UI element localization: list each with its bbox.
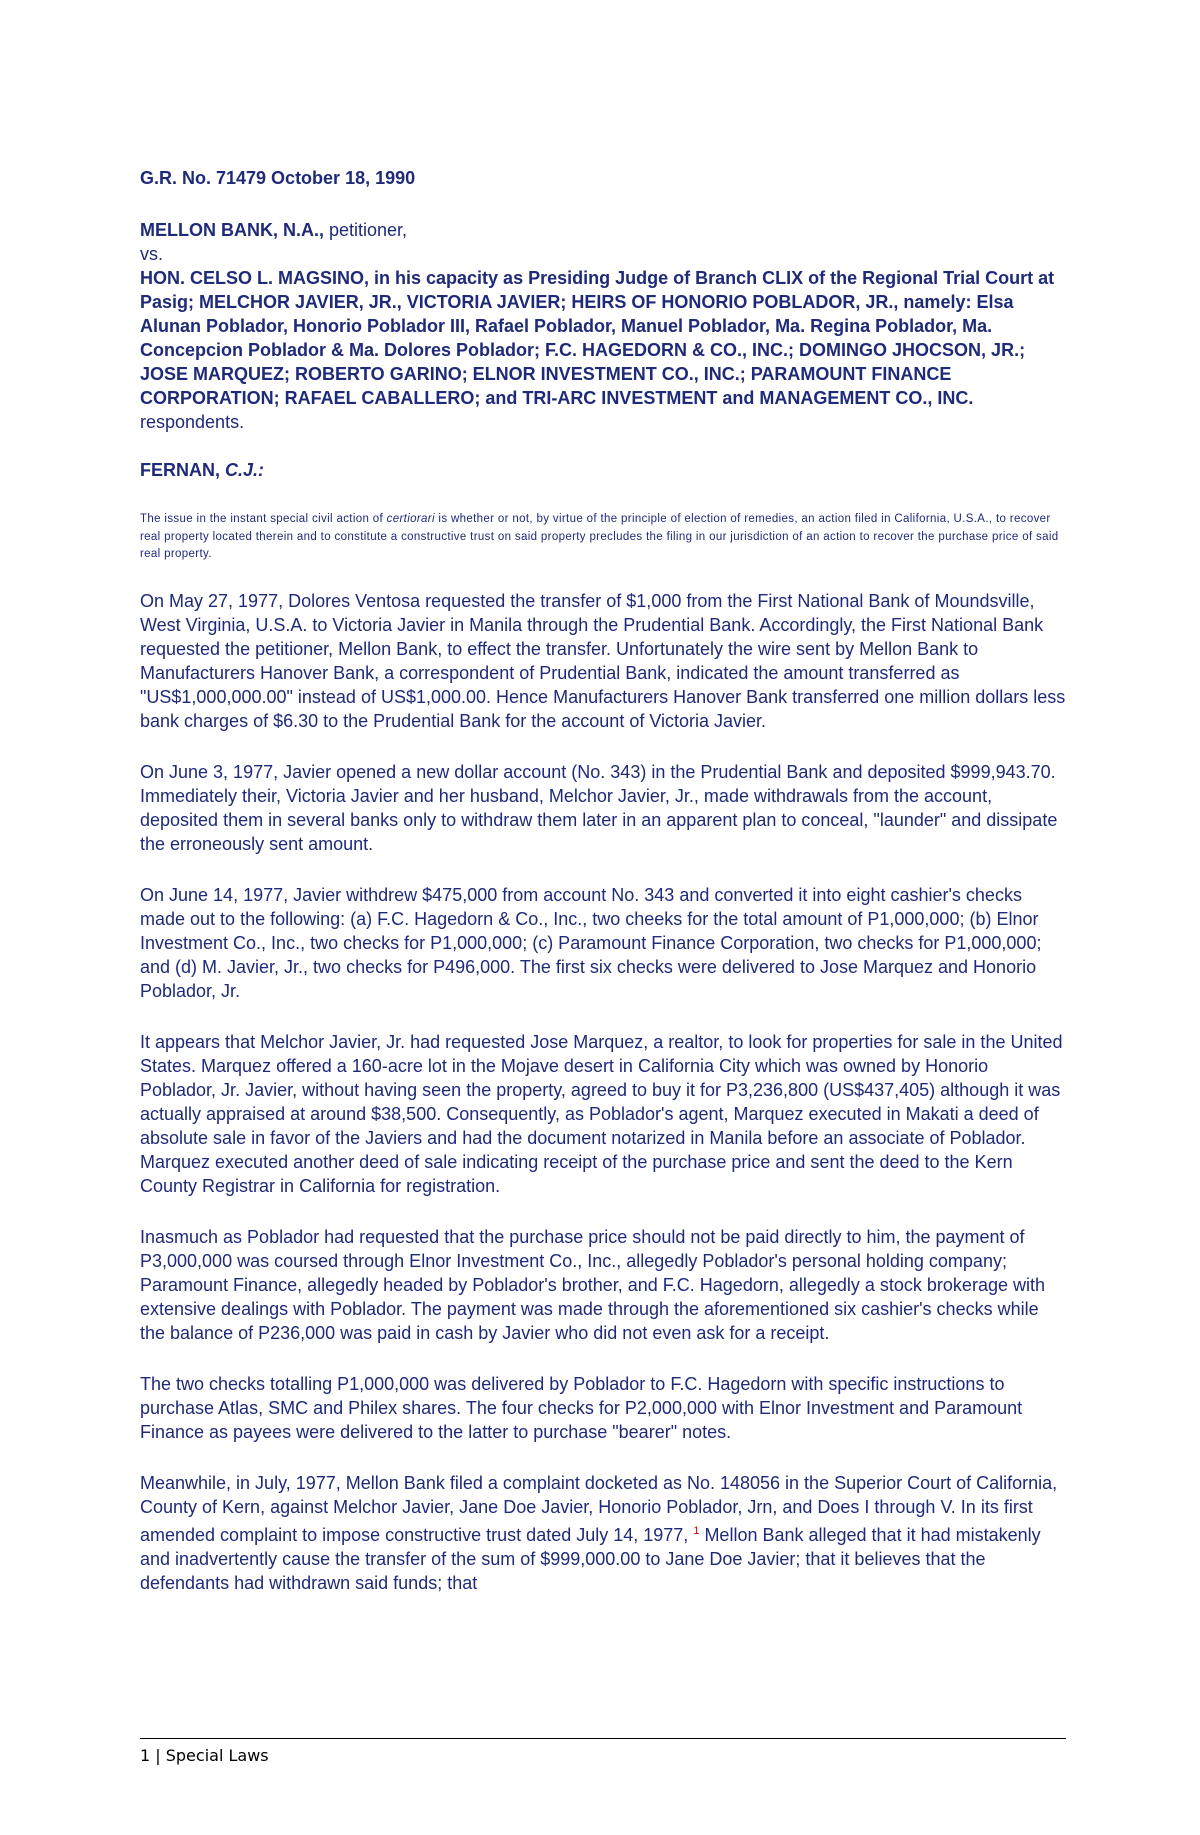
case-parties bbox=[140, 218, 1066, 434]
body-paragraph: Inasmuch as Poblador had requested that the purchase price should not be paid directly to him, the payment of P3,000,000 was coursed through Elnor Investment Co., Inc., allegedly Poblador's personal holding company; Paramount Finance, allegedly headed by Poblador's brother, and F.C. Hagedorn, allegedly a stock brokerage with extensive dealings with Poblador. The payment was made through the aforementioned six cashier's checks while the balance of P236,000 was paid in cash by Javier who did not even ask for a receipt. bbox=[140, 1227, 1045, 1343]
issue-term: certiorari bbox=[386, 513, 435, 525]
ponente bbox=[140, 460, 264, 481]
case-number: G.R. No. 71479 October 18, 1990 bbox=[140, 168, 416, 188]
body-paragraph: It appears that Melchor Javier, Jr. had requested Jose Marquez, a realtor, to look for properties for sale in the United States. Marquez offered a 160-acre lot in the Mojave desert in California City which was owned by Honorio Poblador, Jr. Javier, without having seen the property, agreed to buy it for P3,236,800 (US$437,405) although it was actually appraised at around $38,500. Consequently, as Poblador's agent, Marquez executed in Makati a deed of absolute sale in favor of the Javiers and had the document notarized in Manila before an associate of Poblador. Marquez executed another deed of sale indicating receipt of the purchase price and sent the deed to the Kern County Registrar in California for registration. bbox=[140, 1032, 1063, 1196]
body-paragraph: On June 3, 1977, Javier opened a new dollar account (No. 343) in the Prudential Bank and deposited $999,943.70. Immediately their, Victoria Javier and her husband, Melchor Javier, Jr., made withdrawals from the account, deposited them in several banks only to withdraw them later in an apparent plan to conceal, "launder" and dissipate the erroneously sent amount. bbox=[140, 762, 1058, 854]
last-paragraph-before: Meanwhile, in July, 1977, Mellon Bank filed a complaint docketed as No. 148056 in the Superior Court of California, County of Kern, against Melchor Javier, Jane Doe Javier, Honorio Poblador, Jrn, and Does I through V. In its first amended complaint to impose constructive trust dated July 14, 1977, bbox=[140, 1473, 1058, 1545]
footer-divider bbox=[140, 1738, 1066, 1739]
ponente-title: C.J.: bbox=[225, 460, 265, 480]
issue-text-after: is whether or not, by virtue of the principle of election of remedies, an action filed in California, U.S.A., to recover real property located therein and to constitute a constructive trust on said property precludes the filing in our jurisdiction of an action to recover the purchase price of said real property. bbox=[140, 513, 1059, 560]
document-body bbox=[140, 589, 1066, 1622]
body-paragraph-last bbox=[140, 1471, 1066, 1595]
petitioner-role: petitioner, bbox=[324, 220, 408, 240]
issue-paragraph bbox=[140, 511, 1066, 564]
versus: vs. bbox=[140, 244, 164, 264]
body-paragraph: On June 14, 1977, Javier withdrew $475,000 from account No. 343 and converted it into eight cashier's checks made out to the following: (a) F.C. Hagedorn & Co., Inc., two cheeks for the total amount of P1,000,000; (b) Elnor Investment Co., Inc., two checks for P1,000,000; (c) Paramount Finance Corporation, two checks for P1,000,000; and (d) M. Javier, Jr., two checks for P496,000. The first six checks were delivered to Jose Marquez and Honorio Poblador, Jr. bbox=[140, 885, 1042, 1001]
page-footer: 1 | Special Laws bbox=[140, 1746, 269, 1765]
ponente-name: FERNAN, bbox=[140, 460, 225, 480]
petitioner-name: MELLON BANK, N.A., bbox=[140, 220, 324, 240]
footnote-link[interactable]: 1 bbox=[693, 1525, 700, 1537]
issue-text-before: The issue in the instant special civil action of bbox=[140, 513, 387, 525]
last-paragraph-after: Mellon Bank alleged that it had mistakenly and inadvertently cause the transfer of the sum of $999,000.00 to Jane Doe Javier; that it believes that the defendants had withdrawn said funds; that bbox=[140, 1525, 1041, 1593]
body-paragraph: On May 27, 1977, Dolores Ventosa requested the transfer of $1,000 from the First National Bank of Moundsville, West Virginia, U.S.A. to Victoria Javier in Manila through the Prudential Bank. Accordingly, the First National Bank requested the petitioner, Mellon Bank, to effect the transfer. Unfortunately the wire sent by Mellon Bank to Manufacturers Hanover Bank, a correspondent of Prudential Bank, indicated the amount transferred as "US$1,000,000.00" instead of US$1,000.00. Hence Manufacturers Hanover Bank transferred one million dollars less bank charges of $6.30 to the Prudential Bank for the account of Victoria Javier. bbox=[140, 591, 1066, 731]
body-paragraph: The two checks totalling P1,000,000 was delivered by Poblador to F.C. Hagedorn with specific instructions to purchase Atlas, SMC and Philex shares. The four checks for P2,000,000 with Elnor Investment and Paramount Finance as payees were delivered to the latter to purchase "bearer" notes. bbox=[140, 1374, 1023, 1442]
respondents-role: respondents. bbox=[140, 412, 245, 432]
respondents-names: HON. CELSO L. MAGSINO, in his capacity as Presiding Judge of Branch CLIX of the Regional Trial Court at Pasig; MELCHOR JAVIER, JR., VICTORIA JAVIER; HEIRS OF HONORIO POBLADOR, JR., namely: Elsa Alunan Poblador, Honorio Poblador III, Rafael Poblador, Manuel Poblador, Ma. Regina Poblador, Ma. Concepcion Poblador & Ma. Dolores Poblador; F.C. HAGEDORN & CO., INC.; DOMINGO JHOCSON, JR.; JOSE MARQUEZ; ROBERTO GARINO; ELNOR INVESTMENT CO., INC.; PARAMOUNT FINANCE CORPORATION; RAFAEL CABALLERO; and TRI-ARC INVESTMENT and MANAGEMENT CO., INC. bbox=[140, 268, 1055, 408]
